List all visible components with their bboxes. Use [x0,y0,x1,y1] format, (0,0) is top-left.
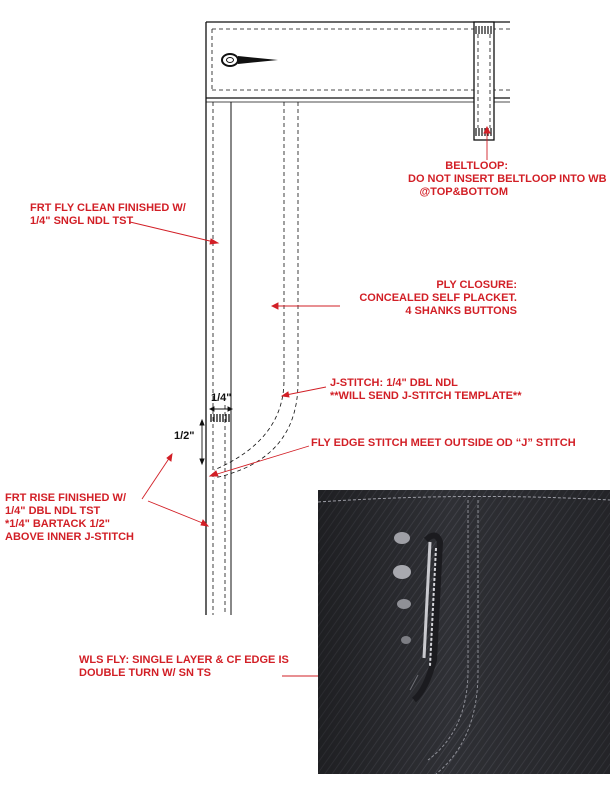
frt-fly-note [30,202,186,228]
j-stitch-note-line: J-STITCH: 1/4" DBL NDL [330,377,458,389]
beltloop-note-line: @TOP&BOTTOM [419,186,508,198]
beltloop-note [408,160,607,199]
frt-rise-note-line: *1/4" BARTACK 1/2" [5,518,110,530]
fly-edge-note-line: FLY EDGE STITCH MEET OUTSIDE OD “J” STITCH [311,437,576,449]
ply-closure-note-line: 4 SHANKS BUTTONS [405,305,517,317]
quarter-inch-label: 1/4" [211,392,232,404]
ply-closure-note-line: PLY CLOSURE: [436,279,517,291]
wls-fly-note-line: WLS FLY: SINGLE LAYER & CF EDGE IS [79,654,289,666]
beltloop-note-line: BELTLOOP: [445,160,508,172]
measurement-markers [200,407,232,464]
frt-rise-note-line: FRT RISE FINISHED W/ [5,492,126,504]
frt-fly-note-line: FRT FLY CLEAN FINISHED W/ [30,202,186,214]
frt-rise-note-line: 1/4" DBL NDL TST [5,505,101,517]
frt-rise-note [5,492,134,544]
frt-fly-note-line: 1/4" SNGL NDL TST [30,215,134,227]
ply-closure-note-line: CONCEALED SELF PLACKET. [359,292,517,304]
half-inch-label: 1/2" [174,430,195,442]
beltloop-note-line: DO NOT INSERT BELTLOOP INTO WB [408,173,607,185]
frt-rise-note-line: ABOVE INNER J-STITCH [5,531,134,543]
center-front-lines [206,22,231,615]
bartack-icon [211,414,229,422]
denim-illustration [318,490,610,774]
buttonhole-icon [222,54,278,66]
j-stitch-note [330,377,522,403]
wls-fly-note [79,654,289,680]
j-stitch-note-line: **WILL SEND J-STITCH TEMPLATE** [330,390,522,402]
ply-closure-note [334,279,517,318]
beltloop-icon [474,22,494,140]
fly-edge-note [311,437,576,450]
wls-fly-note-line: DOUBLE TURN W/ SN TS [79,667,211,679]
jeans-fly-photo [318,490,610,774]
